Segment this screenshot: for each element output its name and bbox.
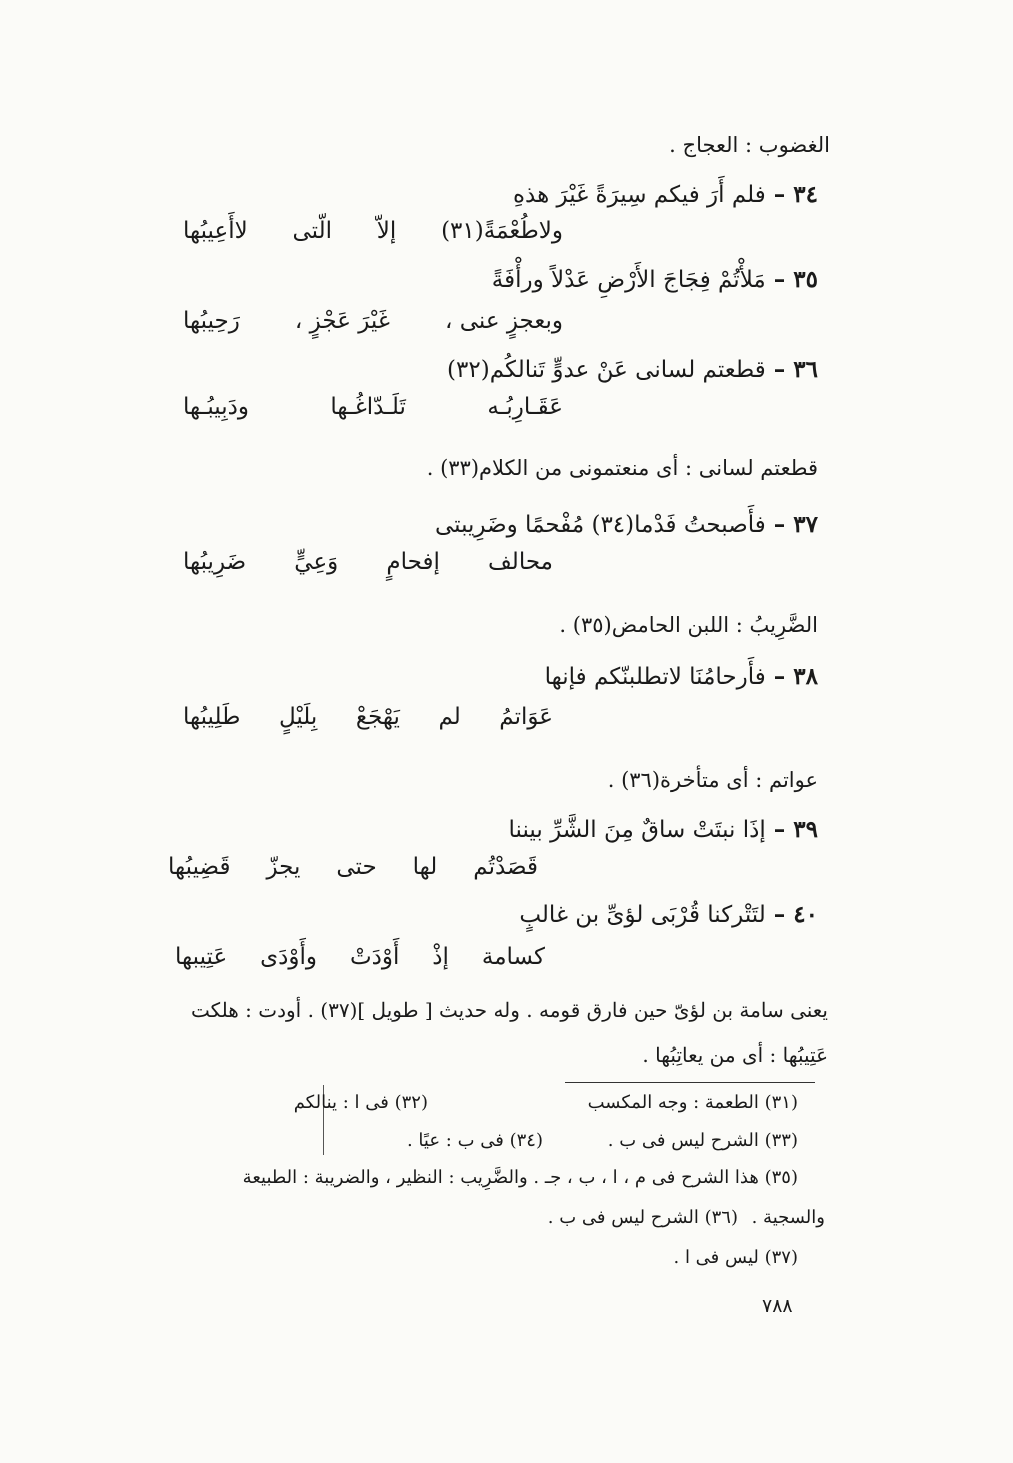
word: أَوْدَتْ bbox=[349, 944, 400, 970]
verse-second-hemistich bbox=[183, 545, 553, 579]
word: قَصَدْتُم bbox=[473, 854, 538, 880]
verse-first-hemistich bbox=[513, 180, 818, 210]
footnote: (٣٢) فى ا : ينالكم bbox=[293, 1092, 428, 1113]
verse-number: ٣٨ – bbox=[773, 663, 818, 690]
gloss-line: يعنى سامة بن لؤىّ حين فارق قومه . وله حديث [ طويل ](٣٧) . أودت : هلكت bbox=[190, 998, 828, 1022]
verse-number: ٣٦ – bbox=[773, 356, 818, 383]
word: ضَرِيبُها bbox=[183, 549, 247, 575]
gloss-line: عَتِيبُها : أى من يعاتِبُها . bbox=[642, 1043, 828, 1067]
footnote: (٣٥) هذا الشرح فى م ، ا ، ب ، جـ . والضَّرِيب : النظير ، والضريبة : الطبيعة bbox=[242, 1167, 798, 1188]
verse-number: ٣٤ – bbox=[773, 181, 818, 208]
word: رَحِيبُها bbox=[183, 308, 240, 334]
verse-first-hemistich bbox=[435, 510, 818, 540]
hemistich-text: قطعتم لسانى عَنْ عدوٍّ تَنالكُم(٣٢) bbox=[447, 357, 766, 383]
word: وبعجزٍ عنى ، bbox=[444, 308, 563, 334]
verse-first-hemistich bbox=[519, 900, 818, 930]
footnote: والسجية . bbox=[751, 1207, 825, 1228]
footnote: (٣٦) الشرح ليس فى ب . bbox=[547, 1207, 738, 1228]
verse-second-hemistich bbox=[175, 940, 545, 974]
word: ولاطُعْمَةً(٣١) bbox=[441, 218, 563, 244]
gloss-line: الغضوب : العجاج . bbox=[669, 133, 830, 157]
word: إلاّ bbox=[376, 218, 397, 244]
verse-number: ٣٧ – bbox=[773, 511, 818, 538]
word: وَعِيٍّ bbox=[294, 549, 339, 575]
word: وأَوْدَى bbox=[260, 944, 317, 970]
word: محالف bbox=[488, 549, 553, 575]
verse-first-hemistich bbox=[509, 815, 818, 845]
word: كسامة bbox=[481, 944, 545, 970]
word: عَقَـارِبُـه bbox=[487, 394, 563, 420]
word: طَلِيبُها bbox=[183, 704, 241, 730]
verse-second-hemistich bbox=[168, 850, 538, 884]
verse-number: ٣٩ – bbox=[773, 816, 818, 843]
word: يجزّ bbox=[266, 854, 301, 880]
verse-first-hemistich bbox=[447, 355, 818, 385]
word: لها bbox=[412, 854, 438, 880]
gloss-line: عواتم : أى متأخرة(٣٦) . bbox=[607, 768, 818, 792]
hemistich-text: مَلأْتُمْ فِجَاجَ الأَرْضِ عَدْلاً ورأْفَةً bbox=[491, 267, 766, 293]
footnote: (٣٤) فى ب : عيًا . bbox=[406, 1130, 543, 1151]
word: غَيْرَ عَجْزٍ ، bbox=[294, 308, 390, 334]
word: إفحامٍ bbox=[386, 549, 440, 575]
word: عَتِيبها bbox=[175, 944, 228, 970]
word: إذْ bbox=[432, 944, 449, 970]
hemistich-text: فأَرحامُنَا لاتطلبنّكم فإنها bbox=[544, 664, 766, 690]
word: الّتى bbox=[292, 218, 333, 244]
word: قَضِيبُها bbox=[168, 854, 231, 880]
word: لاأَعِيبُها bbox=[183, 218, 248, 244]
word: عَوَاتمُ bbox=[499, 704, 553, 730]
verse-number: ٣٥ – bbox=[773, 266, 818, 293]
hemistich-text: فأَصبحتُ فَدْما(٣٤) مُفْحمًا وضَرِيبتى bbox=[434, 512, 766, 538]
word: تَلَـدّاغُـها bbox=[330, 394, 406, 420]
word: لم bbox=[438, 704, 461, 730]
footnote-separator bbox=[565, 1082, 815, 1083]
verse-second-hemistich bbox=[183, 304, 563, 338]
word: يَهْجَعْ bbox=[355, 704, 400, 730]
hemistich-text: فلم أَرَ فيكم سِيرَةً غَيْرَ هذهِ bbox=[512, 182, 766, 208]
gloss-line: قطعتم لسانى : أى منعتمونى من الكلام(٣٣) . bbox=[426, 456, 818, 480]
verse-second-hemistich bbox=[183, 390, 563, 424]
gloss-line: الضَّرِيبُ : اللبن الحامض(٣٥) . bbox=[559, 613, 818, 637]
page-number: ٧٨٨ bbox=[762, 1295, 793, 1317]
word: بِلَيْلٍ bbox=[278, 704, 318, 730]
verse-number: ٤٠ – bbox=[773, 901, 818, 928]
verse-second-hemistich bbox=[183, 700, 553, 734]
verse-first-hemistich bbox=[492, 265, 818, 295]
word: ودَبِيبُـها bbox=[183, 394, 249, 420]
footnote: (٣١) الطعمة : وجه المكسب bbox=[587, 1092, 798, 1113]
verse-first-hemistich bbox=[545, 662, 818, 692]
footnote: (٣٣) الشرح ليس فى ب . bbox=[607, 1130, 798, 1151]
verse-second-hemistich bbox=[183, 214, 563, 248]
word: حتى bbox=[336, 854, 377, 880]
hemistich-text: إذَا نبتَتْ ساقٌ مِنَ الشَّرِّ بيننا bbox=[508, 817, 766, 843]
hemistich-text: لتَتْركنا قُرْبَى لؤىِّ بن غالبٍ bbox=[519, 902, 766, 928]
footnote: (٣٧) ليس فى ا . bbox=[673, 1247, 798, 1268]
